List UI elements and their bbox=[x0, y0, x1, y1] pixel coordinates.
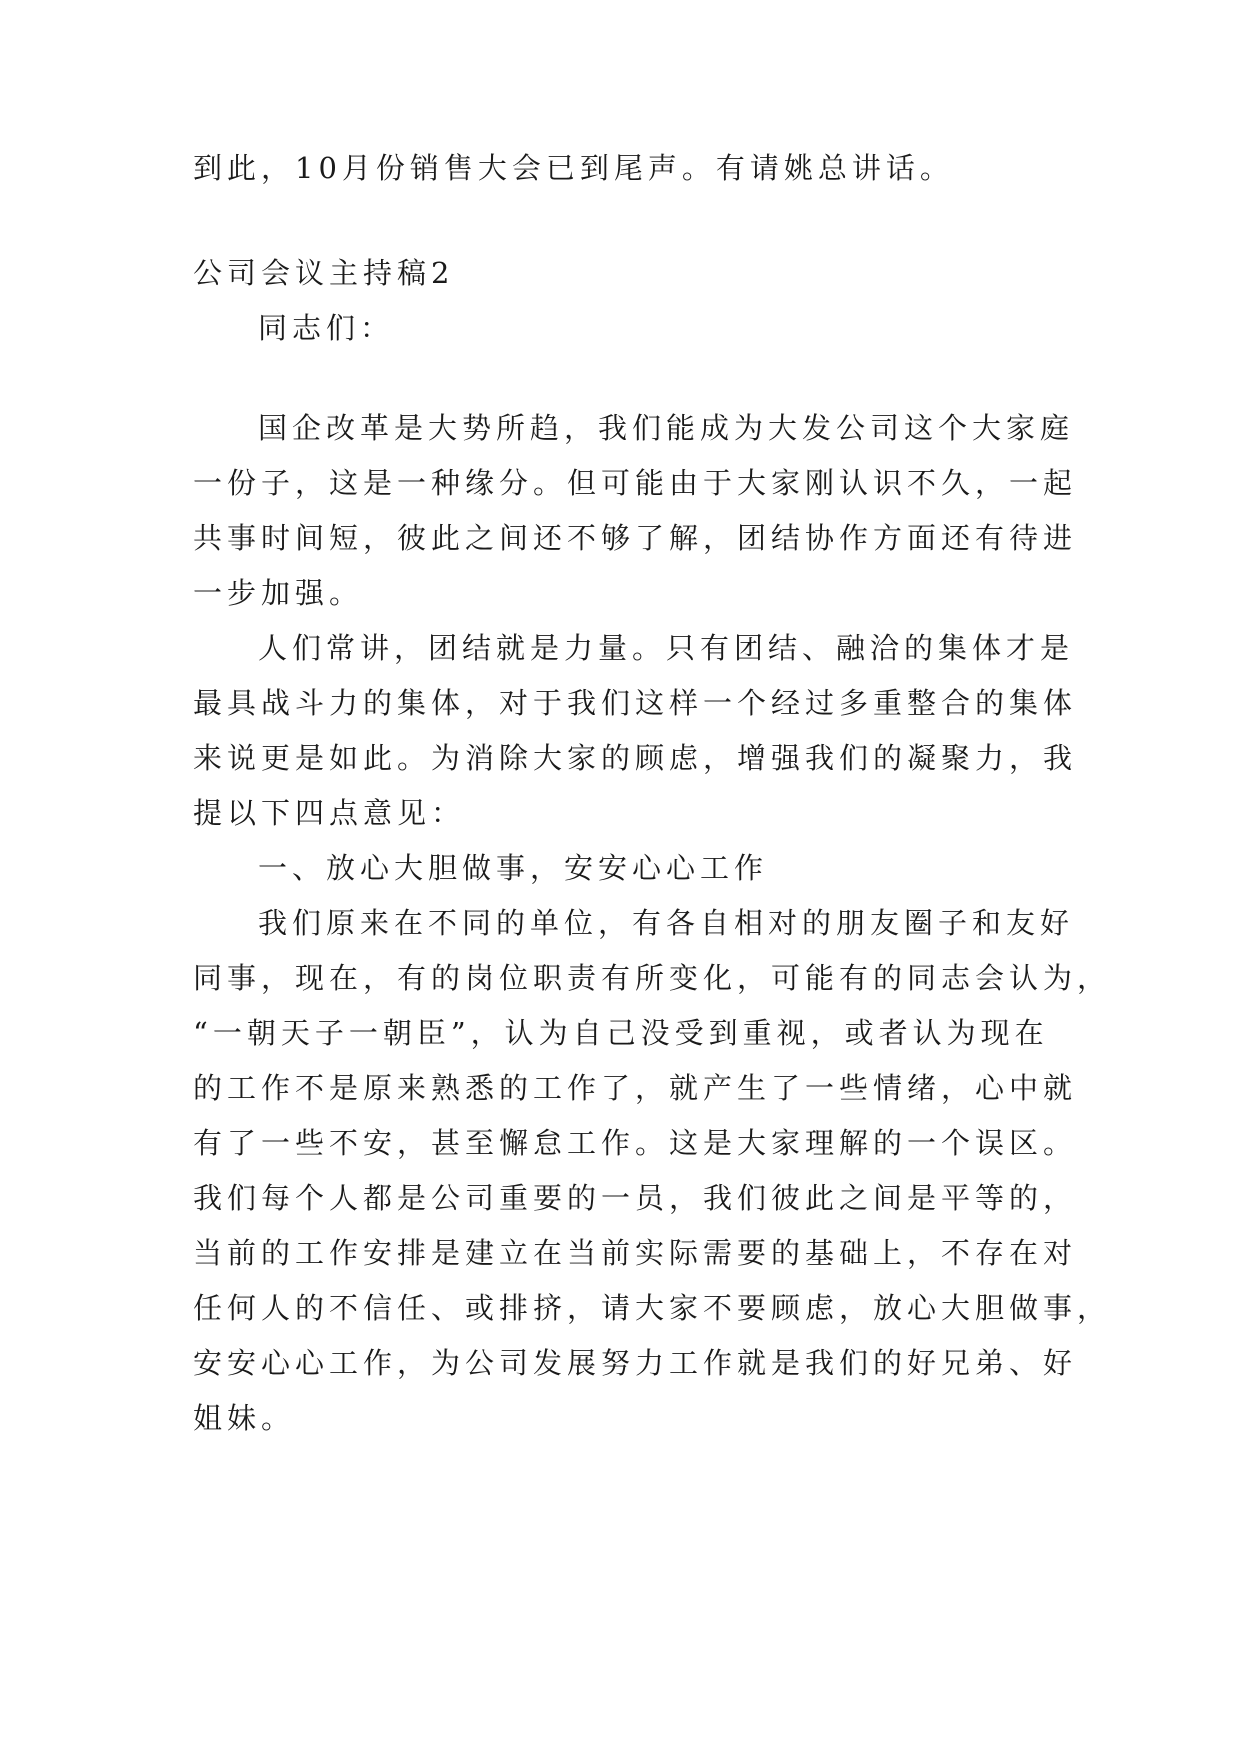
paragraph-3-line-10: 姐妹。 bbox=[193, 1401, 296, 1435]
paragraph-3-line-5: 有了一些不安，甚至懈怠工作。这是大家理解的一个误区。 bbox=[193, 1126, 1078, 1160]
paragraph-2-line-4: 提以下四点意见： bbox=[193, 796, 466, 830]
paragraph-2-line-2: 最具战斗力的集体，对于我们这样一个经过多重整合的集体 bbox=[193, 686, 1078, 720]
paragraph-2-line-1: 人们常讲，团结就是力量。只有团结、融洽的集体才是 bbox=[258, 631, 1075, 665]
paragraph-1-line-4: 一步加强。 bbox=[193, 576, 364, 610]
paragraph-1-line-1: 国企改革是大势所趋，我们能成为大发公司这个大家庭 bbox=[258, 411, 1075, 445]
paragraph-3-line-2: 同事，现在，有的岗位职责有所变化，可能有的同志会认为， bbox=[193, 961, 1112, 995]
greeting: 同志们： bbox=[258, 311, 395, 345]
paragraph-2-line-3: 来说更是如此。为消除大家的顾虑，增强我们的凝聚力，我 bbox=[193, 741, 1078, 775]
paragraph-3-line-9: 安安心心工作，为公司发展努力工作就是我们的好兄弟、好 bbox=[193, 1346, 1078, 1380]
paragraph-1-line-3: 共事时间短，彼此之间还不够了解，团结协作方面还有待进 bbox=[193, 521, 1078, 555]
paragraph-3-line-3: “一朝天子一朝臣”，认为自己没受到重视，或者认为现在 bbox=[193, 1016, 1049, 1050]
section-title: 公司会议主持稿2 bbox=[193, 256, 455, 290]
closing-line: 到此，10月份销售大会已到尾声。有请姚总讲话。 bbox=[193, 151, 954, 185]
paragraph-1-line-2: 一份子，这是一种缘分。但可能由于大家刚认识不久，一起 bbox=[193, 466, 1078, 500]
paragraph-3-line-7: 当前的工作安排是建立在当前实际需要的基础上，不存在对 bbox=[193, 1236, 1078, 1270]
paragraph-3-line-4: 的工作不是原来熟悉的工作了，就产生了一些情绪，心中就 bbox=[193, 1071, 1078, 1105]
paragraph-3-line-1: 我们原来在不同的单位，有各自相对的朋友圈子和友好 bbox=[258, 906, 1075, 940]
point-one-heading: 一、放心大胆做事，安安心心工作 bbox=[258, 851, 769, 885]
paragraph-3-line-6: 我们每个人都是公司重要的一员，我们彼此之间是平等的， bbox=[193, 1181, 1078, 1215]
paragraph-3-line-8: 任何人的不信任、或排挤，请大家不要顾虑，放心大胆做事， bbox=[193, 1291, 1112, 1325]
